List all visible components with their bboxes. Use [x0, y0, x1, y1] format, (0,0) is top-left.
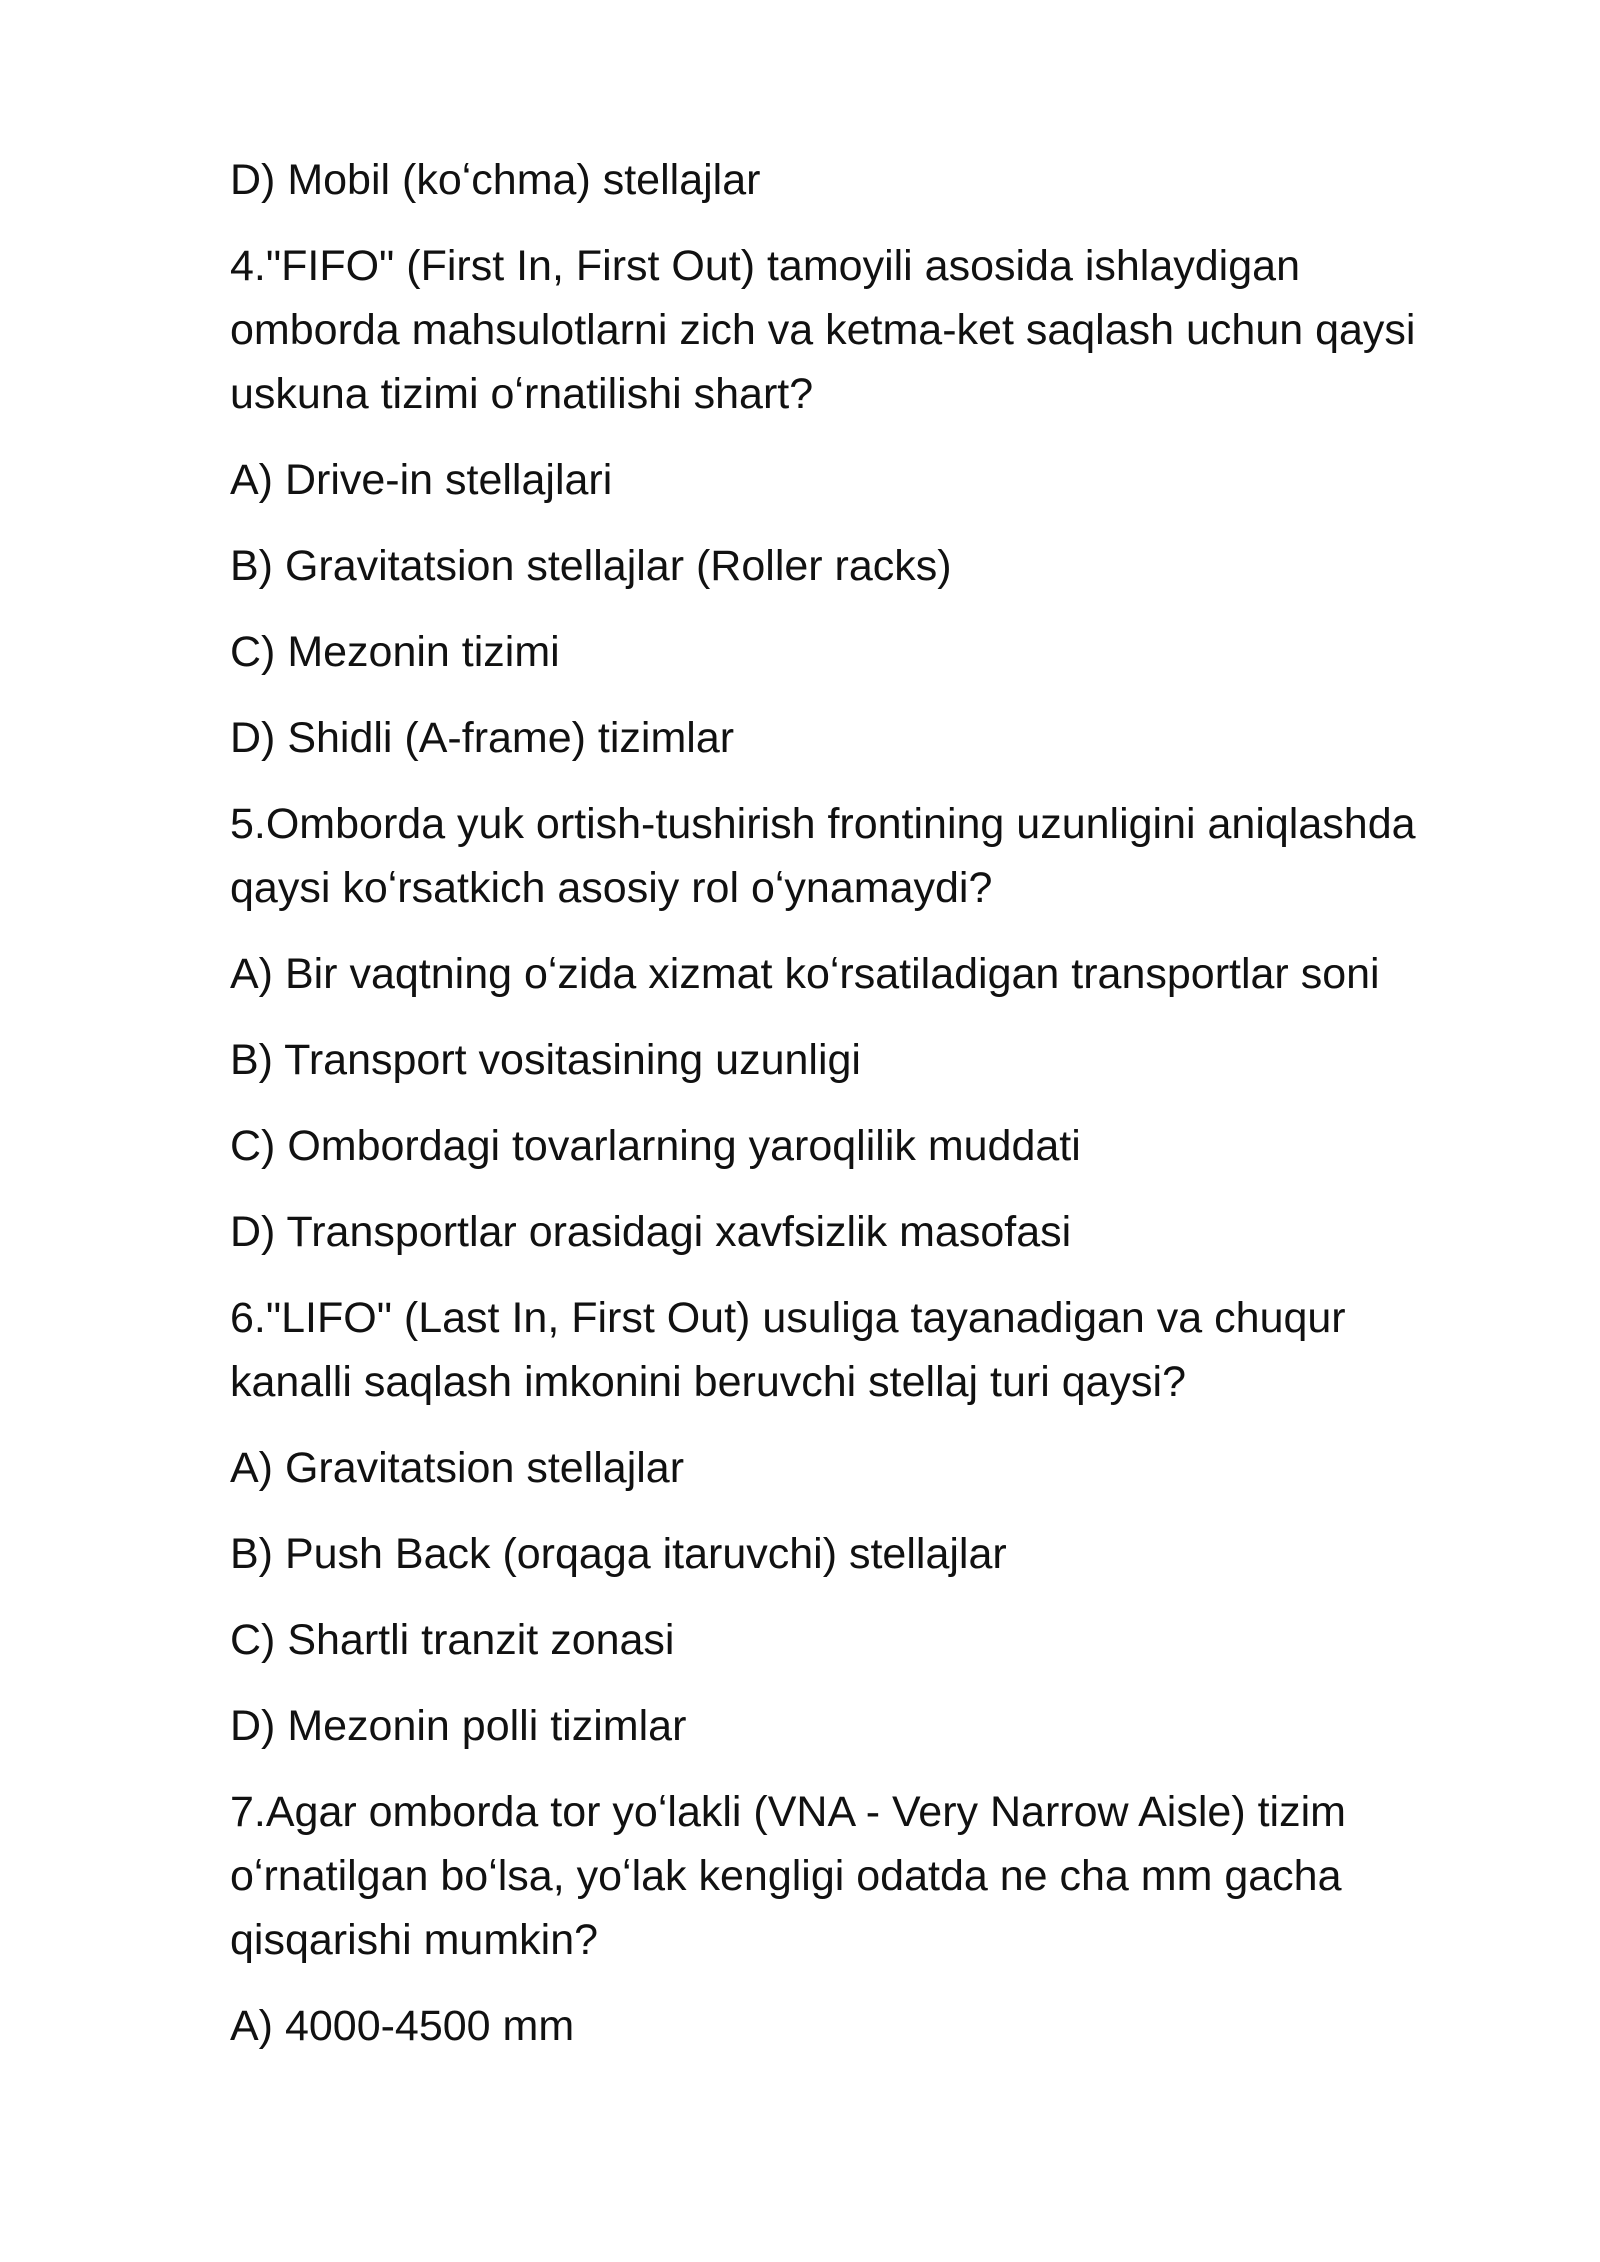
text-line: D) Shidli (A-frame) tizimlar: [230, 714, 735, 762]
text-line: oʻrnatilgan boʻlsa, yoʻlak kengligi odatda ne cha mm gacha: [230, 1852, 1342, 1900]
answer-option: [230, 620, 1490, 684]
text-line: kanalli saqlash imkonini beruvchi stellaj turi qaysi?: [230, 1358, 1187, 1406]
answer-option: [230, 1114, 1490, 1178]
text-line: B) Push Back (orqaga itaruvchi) stellajlar: [230, 1530, 1007, 1578]
text-line: A) Gravitatsion stellajlar: [230, 1444, 685, 1492]
text-line: B) Transport vositasining uzunligi: [230, 1036, 861, 1084]
document-page: [230, 148, 1490, 2058]
answer-option: [230, 448, 1490, 512]
question-text: [230, 792, 1490, 920]
text-line: 4."FIFO" (First In, First Out) tamoyili asosida ishlaydigan: [230, 242, 1300, 290]
text-line: 5.Omborda yuk ortish-tushirish frontining uzunligini aniqlashda: [230, 800, 1416, 848]
text-line: D) Mezonin polli tizimlar: [230, 1702, 687, 1750]
text-line: qisqarishi mumkin?: [230, 1916, 599, 1964]
question-text: [230, 1286, 1490, 1414]
text-line: qaysi koʻrsatkich asosiy rol oʻynamaydi?: [230, 864, 993, 912]
text-line: B) Gravitatsion stellajlar (Roller racks): [230, 542, 952, 590]
question-text: [230, 234, 1490, 426]
answer-option: [230, 148, 1490, 212]
answer-option: [230, 534, 1490, 598]
text-line: A) 4000-4500 mm: [230, 2002, 575, 2050]
text-line: C) Shartli tranzit zonasi: [230, 1616, 675, 1664]
answer-option: [230, 1608, 1490, 1672]
text-line: 6."LIFO" (Last In, First Out) usuliga tayanadigan va chuqur: [230, 1294, 1346, 1342]
answer-option: [230, 1694, 1490, 1758]
answer-option: [230, 1200, 1490, 1264]
text-line: D) Transportlar orasidagi xavfsizlik masofasi: [230, 1208, 1072, 1256]
answer-option: [230, 942, 1490, 1006]
text-line: A) Bir vaqtning oʻzida xizmat koʻrsatiladigan transportlar soni: [230, 950, 1380, 998]
text-line: C) Mezonin tizimi: [230, 628, 560, 676]
answer-option: [230, 1522, 1490, 1586]
text-line: omborda mahsulotlarni zich va ketma-ket saqlash uchun qaysi: [230, 306, 1416, 354]
text-line: C) Ombordagi tovarlarning yaroqlilik muddati: [230, 1122, 1081, 1170]
answer-option: [230, 1436, 1490, 1500]
answer-option: [230, 1028, 1490, 1092]
question-text: [230, 1780, 1490, 1972]
text-line: D) Mobil (koʻchma) stellajlar: [230, 156, 761, 204]
answer-option: [230, 706, 1490, 770]
answer-option: [230, 1994, 1490, 2058]
text-line: A) Drive-in stellajlari: [230, 456, 613, 504]
text-line: 7.Agar omborda tor yoʻlakli (VNA - Very Narrow Aisle) tizim: [230, 1788, 1346, 1836]
text-line: uskuna tizimi oʻrnatilishi shart?: [230, 370, 814, 418]
